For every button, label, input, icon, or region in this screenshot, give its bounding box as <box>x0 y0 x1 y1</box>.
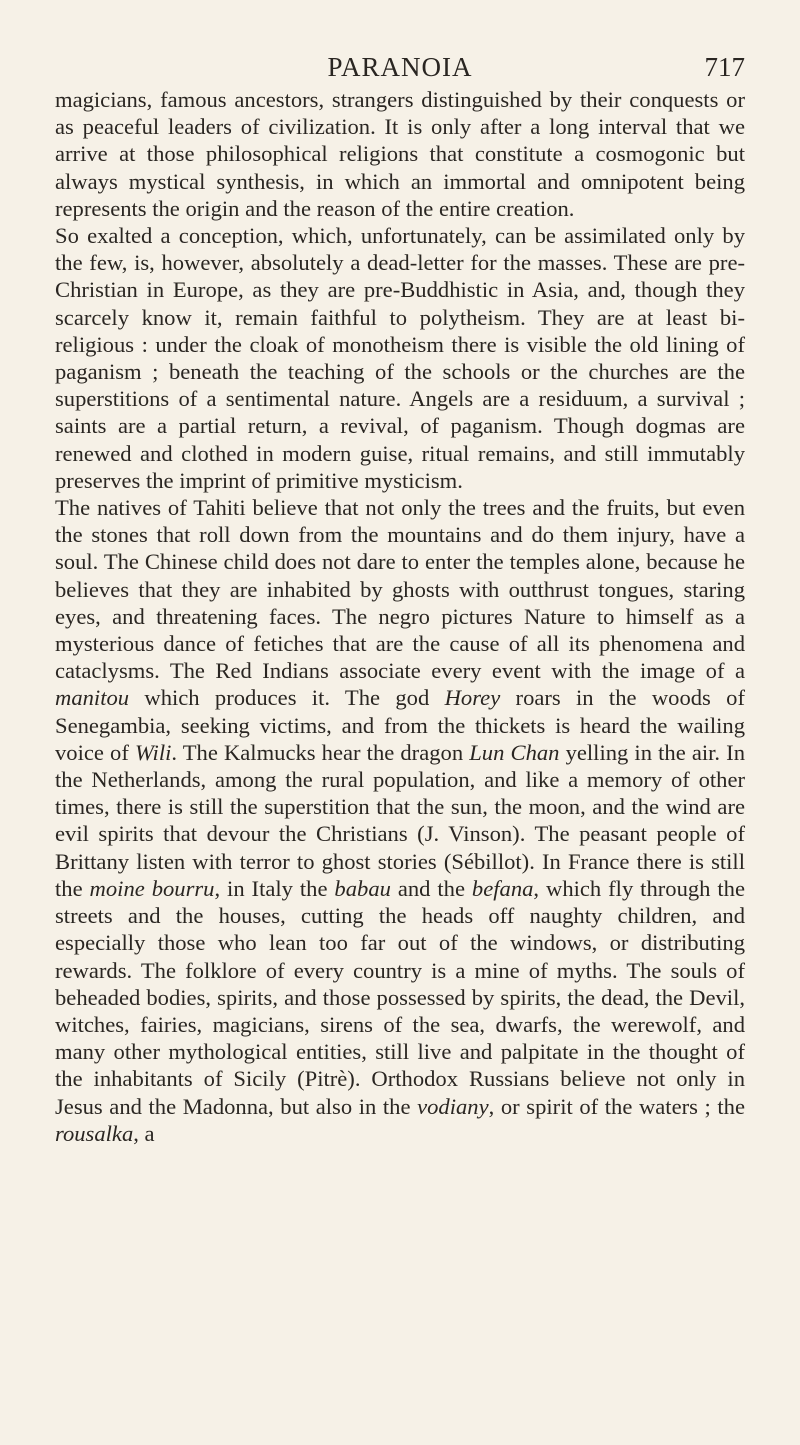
italic-term-rousalka: rousalka <box>55 1120 134 1146</box>
italic-term-babau: babau <box>334 875 391 901</box>
running-head: PARANOIA <box>327 52 473 82</box>
paragraph-1 <box>55 86 745 222</box>
page-header <box>0 50 800 84</box>
text-segment: and the <box>390 875 472 901</box>
body-text <box>55 86 745 1147</box>
text-segment: roars in the woods of Senegambia, seeking victims, and from the thickets is heard the wailing voice of <box>55 685 745 765</box>
text-segment: yelling in the air. In the Netherlands, among the rural population, and like a memory of other times, there is still the superstition that the sun, the moon, and the wind are evil spirits that devour the Christians (J. Vinson). The peasant people of Brittany listen with terror to ghost stories (Sébillot). In France there is still the <box>55 739 745 901</box>
italic-term-vodiany: vodiany <box>417 1093 489 1119</box>
italic-term-wili: Wili <box>134 739 172 765</box>
paragraph-1-text: magicians, famous ancestors, strangers distinguished by their conquests or as peaceful leaders of civilization. It is only after a long interval that we arrive at those philosophical religions that constitute a cosmogonic but always mystical synthesis, in which an immortal and omnipotent being represents the origin and the reason of the entire creation. <box>55 87 745 221</box>
text-segment: which produces it. The god <box>129 685 445 711</box>
text-segment: . The Kalmucks hear the dragon <box>171 739 470 765</box>
text-segment: The natives of Tahiti believe that not only the trees and the fruits, but even the stones that roll down from the mountains and do them injury, have a soul. The Chinese child does not dare to enter the temples alone, because he believes that they are inhabited by ghosts with outthrust tongues, staring eyes, and threatening faces. The negro pictures Nature to himself as a mysterious dance of fetiches that are the cause of all its phenomena and cataclysms. The Red Indians associate every event with the image of a <box>55 495 745 684</box>
text-segment: , a <box>133 1120 155 1146</box>
text-segment: , or spirit of the waters ; the <box>488 1093 745 1119</box>
italic-term-manitou: manitou <box>55 685 130 711</box>
italic-term-horey: Horey <box>444 685 501 711</box>
italic-term-moine-bourru: moine bourru <box>89 875 215 901</box>
text-segment: , in Italy the <box>214 875 335 901</box>
paragraph-3 <box>55 494 745 1147</box>
italic-term-befana: befana <box>471 875 534 901</box>
text-segment: , which fly through the streets and the houses, cutting the heads off naughty children, and especially those who lean too far out of the windows, or distributing rewards. The folklore of every country is a mine of myths. The souls of beheaded bodies, spirits, and those possessed by spirits, the dead, the Devil, witches, fairies, magicians, sirens of the sea, dwarfs, the werewolf, and many other mythological entities, still live and palpitate in the thought of the inhabitants of Sicily (Pitrè). Orthodox Russians believe not only in Jesus and the Madonna, but also in the <box>55 875 745 1119</box>
paragraph-2-text: So exalted a conception, which, unfortunately, can be assimilated only by the few, is, however, absolutely a dead-letter for the masses. These are pre-Christian in Europe, as they are pre-Buddhistic in Asia, and, though they scarcely know it, remain faithful to polytheism. They are at least bi-religious : under the cloak of monotheism there is visible the old lining of paganism ; beneath the teaching of the schools or the churches are the superstitions of a sentimental nature. Angels are a residuum, a survival ; saints are a partial return, a revival, of paganism. Though dogmas are renewed and clothed in modern guise, ritual remains, and still immutably preserves the imprint of primitive mysticism. <box>55 223 745 493</box>
page-number: 717 <box>704 52 745 82</box>
paragraph-2 <box>55 222 745 494</box>
italic-term-lun-chan: Lun Chan <box>469 739 560 765</box>
